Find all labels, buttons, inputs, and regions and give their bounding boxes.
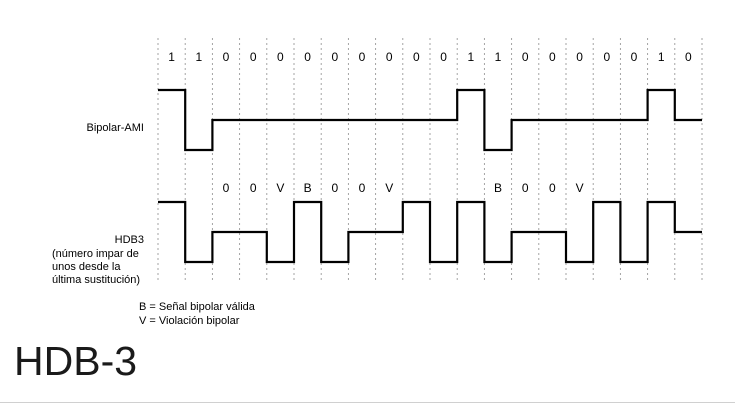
- bit-label: 0: [603, 50, 611, 64]
- bit-label: 0: [576, 50, 583, 64]
- hdb3-mark-label: V: [385, 181, 394, 195]
- page-title: HDB-3: [14, 338, 138, 384]
- hdb3-mark-label: V: [575, 181, 584, 195]
- bottom-divider: [0, 402, 735, 403]
- bit-label: 0: [331, 50, 339, 64]
- bit-label: 0: [249, 50, 257, 64]
- bit-label: 1: [195, 50, 203, 64]
- hdb3-mark-label: B: [493, 181, 503, 195]
- hdb3-sublabel-line-2: unos desde la: [52, 261, 121, 273]
- bit-label: 0: [685, 50, 692, 64]
- bit-label: 0: [630, 50, 638, 64]
- hdb3-mark-label: 0: [222, 181, 230, 195]
- hdb3-mark-label: 0: [331, 181, 339, 195]
- bit-label: 0: [358, 50, 366, 64]
- hdb3-sublabel-line-3: última sustitución): [52, 274, 141, 286]
- bit-label: 0: [277, 50, 284, 64]
- bit-label: 0: [304, 50, 311, 64]
- hdb3-mark-label: V: [276, 181, 285, 195]
- bit-label: 0: [222, 50, 230, 64]
- bit-label: 0: [385, 50, 393, 64]
- bit-labels: [168, 50, 692, 64]
- bit-label: 0: [521, 50, 529, 64]
- hdb3-mark-label: 0: [549, 181, 556, 195]
- bit-label: 0: [413, 50, 420, 64]
- bipolar-ami-row-label: Bipolar-AMI: [86, 122, 144, 134]
- bit-label: 1: [494, 50, 502, 64]
- bit-label: 1: [467, 50, 475, 64]
- bit-label: 0: [440, 50, 447, 64]
- bit-label: 1: [657, 50, 665, 64]
- hdb3-mark-label: 0: [358, 181, 366, 195]
- hdb3-mark-label: B: [303, 181, 312, 195]
- hdb3-mark-label: 0: [249, 181, 257, 195]
- hdb3-row-label: HDB3: [114, 234, 144, 246]
- bit-label: 0: [549, 50, 556, 64]
- bit-label: 1: [168, 50, 175, 64]
- legend-item-v: V = Violación bipolar: [139, 315, 240, 327]
- hdb3-mark-label: 0: [521, 181, 529, 195]
- legend-item-b: B = Señal bipolar válida: [139, 301, 255, 313]
- hdb3-sublabel-line-1: (número impar de: [52, 248, 139, 260]
